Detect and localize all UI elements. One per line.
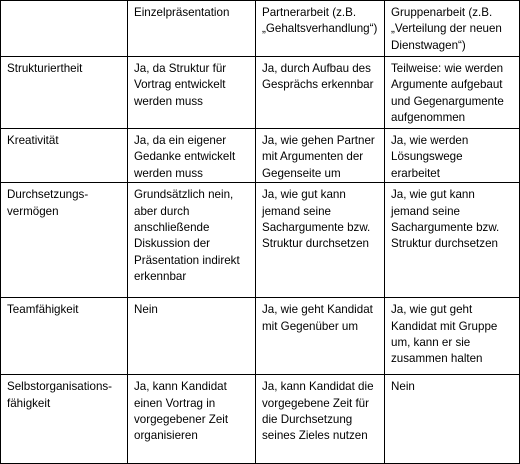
- header-line: Partnerarbeit (z.B.: [262, 6, 357, 19]
- cell-gruppe: [385, 298, 520, 375]
- cell-line: vermögen: [7, 204, 59, 218]
- row-label: [1, 183, 128, 298]
- row-label: [1, 57, 128, 129]
- cell-line: organisieren: [134, 429, 198, 443]
- cell-line: Gedanke entwickelt: [134, 150, 236, 164]
- cell-line: aber durch: [134, 204, 190, 218]
- cell-line: Strukturiertheit: [7, 62, 83, 75]
- cell-line: Struktur durchsetzen: [391, 237, 498, 251]
- cell-line: jemand seine: [391, 204, 460, 218]
- cell-line: Ja, wie werden: [391, 134, 469, 147]
- cell-gruppe: [385, 375, 520, 464]
- header-partnerarbeit: [256, 1, 385, 57]
- cell-line: die Durchsetzung: [262, 413, 353, 427]
- cell-line: Struktur durchsetzen: [262, 237, 369, 251]
- cell-line: Lösungswege: [391, 150, 463, 164]
- cell-partner: [256, 183, 385, 298]
- cell-line: Ja, wie gehen Partner: [262, 134, 375, 147]
- cell-line: Kandidat mit Gruppe: [391, 319, 498, 333]
- cell-line: anschließende: [134, 221, 210, 235]
- cell-line: Ja, da ein eigener: [134, 134, 227, 147]
- corner-cell: [1, 1, 128, 57]
- row-label: [1, 129, 128, 183]
- cell-line: Teamfähigkeit: [7, 303, 79, 317]
- cell-line: Ja, wie geht Kandidat: [262, 303, 373, 317]
- cell-line: Durchsetzungs-: [7, 188, 89, 202]
- cell-line: aufgenommen: [391, 111, 466, 125]
- cell-line: Teilweise: wie werden: [391, 62, 504, 75]
- cell-line: zusammen halten: [391, 352, 483, 366]
- cell-line: erarbeitet: [391, 166, 440, 180]
- cell-line: erkennbar: [134, 270, 187, 284]
- cell-line: werden muss: [134, 94, 203, 108]
- cell-line: und Gegenargumente: [391, 94, 504, 108]
- header-line: Gruppenarbeit (z.B.: [391, 6, 493, 19]
- cell-line: Ja, durch Aufbau des: [262, 62, 371, 75]
- cell-line: einen Vortrag in: [134, 396, 216, 410]
- cell-gruppe: [385, 57, 520, 129]
- cell-line: Ja, wie gut geht: [391, 303, 473, 317]
- cell-line: mit Argumenten der: [262, 150, 364, 164]
- row-durchsetzungsvermoegen: [1, 183, 520, 298]
- header-line: „Gehaltsverhandlung“): [262, 22, 378, 36]
- cell-line: Ja, da Struktur für: [134, 62, 227, 75]
- cell-gruppe: [385, 183, 520, 298]
- cell-line: Diskussion der: [134, 237, 211, 251]
- cell-line: fähigkeit: [7, 396, 51, 410]
- row-teamfaehigkeit: [1, 298, 520, 375]
- row-selbstorganisationsfaehigkeit: [1, 375, 520, 464]
- cell-line: Ja, wie gut kann: [391, 188, 475, 202]
- cell-einzel: [128, 375, 256, 464]
- cell-line: seines Zieles nutzen: [262, 429, 368, 443]
- cell-gruppe: [385, 129, 520, 183]
- header-line: „Verteilung der neuen: [391, 22, 502, 36]
- cell-line: um, kann er sie: [391, 336, 471, 350]
- header-line: Dienstwagen“): [391, 38, 466, 52]
- cell-line: Selbstorganisations-: [7, 380, 113, 394]
- header-einzelpraesentation: [128, 1, 256, 57]
- cell-line: Präsentation indirekt: [134, 253, 240, 267]
- cell-line: Sachargumente bzw.: [262, 221, 371, 235]
- cell-line: Nein: [134, 303, 158, 317]
- cell-line: Gesprächs erkennbar: [262, 78, 374, 92]
- row-strukturiertheit: [1, 57, 520, 129]
- cell-partner: [256, 298, 385, 375]
- cell-line: vorgegebene Zeit für: [262, 396, 369, 410]
- cell-einzel: [128, 129, 256, 183]
- cell-line: Kreativität: [7, 134, 59, 147]
- header-gruppenarbeit: [385, 1, 520, 57]
- cell-line: mit Gegenüber um: [262, 319, 359, 333]
- cell-line: Argumente aufgebaut: [391, 78, 503, 92]
- cell-line: vorgegebener Zeit: [134, 413, 229, 427]
- cell-partner: [256, 375, 385, 464]
- cell-line: Ja, kann Kandidat: [134, 380, 227, 394]
- cell-partner: [256, 57, 385, 129]
- cell-line: Ja, kann Kandidat die: [262, 380, 374, 394]
- header-line: Einzelpräsentation: [134, 6, 230, 19]
- cell-line: Nein: [391, 380, 415, 394]
- header-row: [1, 1, 520, 57]
- cell-einzel: [128, 183, 256, 298]
- cell-line: Grundsätzlich nein,: [134, 188, 234, 202]
- cell-line: Sachargumente bzw.: [391, 221, 500, 235]
- cell-einzel: [128, 57, 256, 129]
- cell-partner: [256, 129, 385, 183]
- cell-line: jemand seine: [262, 204, 331, 218]
- cell-line: Gegenseite um: [262, 166, 341, 180]
- cell-line: Ja, wie gut kann: [262, 188, 346, 202]
- cell-einzel: [128, 298, 256, 375]
- row-kreativitaet: [1, 129, 520, 183]
- cell-line: Vortrag entwickelt: [134, 78, 226, 92]
- row-label: [1, 375, 128, 464]
- cell-line: werden muss: [134, 166, 203, 180]
- row-label: [1, 298, 128, 375]
